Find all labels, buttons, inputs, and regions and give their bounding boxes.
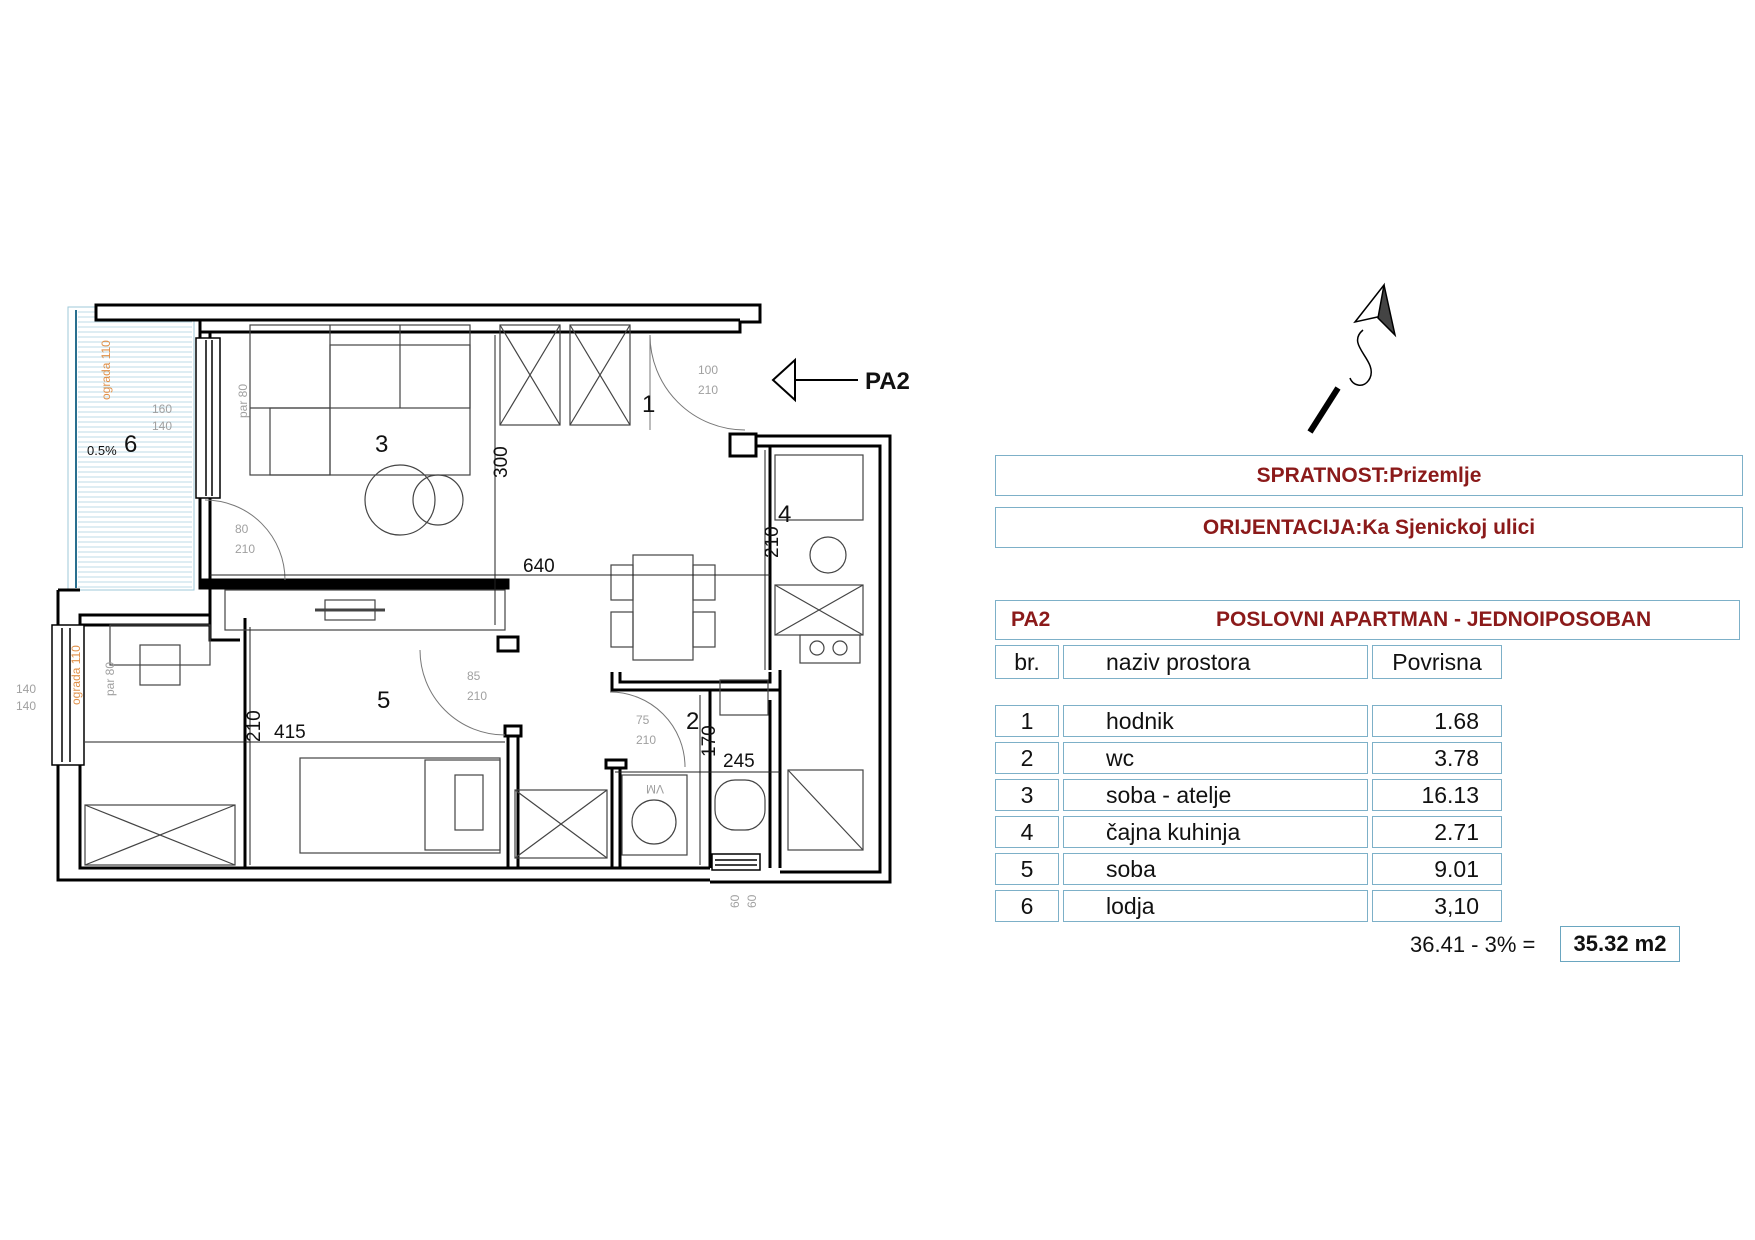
room-label-1: 1 [642,391,656,418]
row-no: 1 [995,705,1059,737]
svg-text:140: 140 [16,682,37,696]
svg-text:75: 75 [636,713,650,727]
apartment-title: POSLOVNI APARTMAN - JEDNOIPOSOBAN [1216,608,1652,631]
svg-text:60: 60 [745,894,759,908]
dim-170: 170 [699,725,720,757]
dim-640: 640 [523,556,555,577]
svg-text:100: 100 [698,363,719,377]
dim-300: 300 [491,446,512,478]
floor-box [995,455,1743,496]
orientation-box [995,507,1743,548]
svg-text:VM: VM [646,782,664,796]
slope-label: 0.5% [87,443,117,458]
row-no: 2 [995,742,1059,774]
entrance-arrow [773,360,858,400]
table-title-bar [995,600,1740,640]
dim-245: 245 [723,751,755,772]
row-no: 5 [995,853,1059,885]
header-name: naziv prostora [1063,645,1368,679]
total-value-box [1560,926,1680,962]
row-no: 6 [995,890,1059,922]
row-area: 2.71 [1372,816,1502,848]
svg-text:210: 210 [636,733,657,747]
row-name: soba [1063,853,1368,885]
row-area: 3,10 [1372,890,1502,922]
floor-label: SPRATNOST:Prizemlje [1256,463,1482,487]
svg-text:60: 60 [728,894,742,908]
room-label-2: 2 [686,708,700,735]
entrance-label: PA2 [865,368,910,395]
room-label-6: 6 [124,431,138,458]
dim-210-room5: 210 [244,710,265,742]
row-area: 1.68 [1372,705,1502,737]
svg-text:210: 210 [698,383,719,397]
dim-415: 415 [274,722,306,743]
row-area: 3.78 [1372,742,1502,774]
svg-text:80: 80 [235,522,249,536]
svg-text:140: 140 [16,699,37,713]
header-area: Povrisna [1372,645,1502,679]
svg-text:ograda 110: ograda 110 [69,645,83,705]
total-value: 35.32 m2 [1573,931,1667,956]
room-label-3: 3 [375,431,389,458]
north-arrow-icon [1310,285,1395,432]
row-name: čajna kuhinja [1063,816,1368,848]
svg-text:par 80: par 80 [103,661,117,696]
row-no: 3 [995,779,1059,811]
total-formula [1410,928,1535,962]
row-area: 16.13 [1372,779,1502,811]
room-label-5: 5 [377,687,391,714]
row-area: 9.01 [1372,853,1502,885]
formula-text: 36.41 - 3% = [1410,932,1536,957]
room-label-4: 4 [778,501,792,528]
row-name: lodja [1063,890,1368,922]
svg-text:85: 85 [467,669,481,683]
orientation-label: ORIJENTACIJA:Ka Sjenickoj ulici [1202,515,1536,539]
row-name: soba - atelje [1063,779,1368,811]
svg-text:210: 210 [467,689,488,703]
row-name: wc [1063,742,1368,774]
svg-text:210: 210 [235,542,256,556]
svg-text:par 80: par 80 [236,383,250,418]
svg-text:160: 160 [152,402,173,416]
dim-210-kitchen: 210 [762,526,783,558]
header-no: br. [995,645,1059,679]
apartment-code: PA2 [1011,608,1051,631]
svg-text:140: 140 [152,419,173,433]
svg-text:ograda 110: ograda 110 [99,340,113,400]
row-no: 4 [995,816,1059,848]
row-name: hodnik [1063,705,1368,737]
